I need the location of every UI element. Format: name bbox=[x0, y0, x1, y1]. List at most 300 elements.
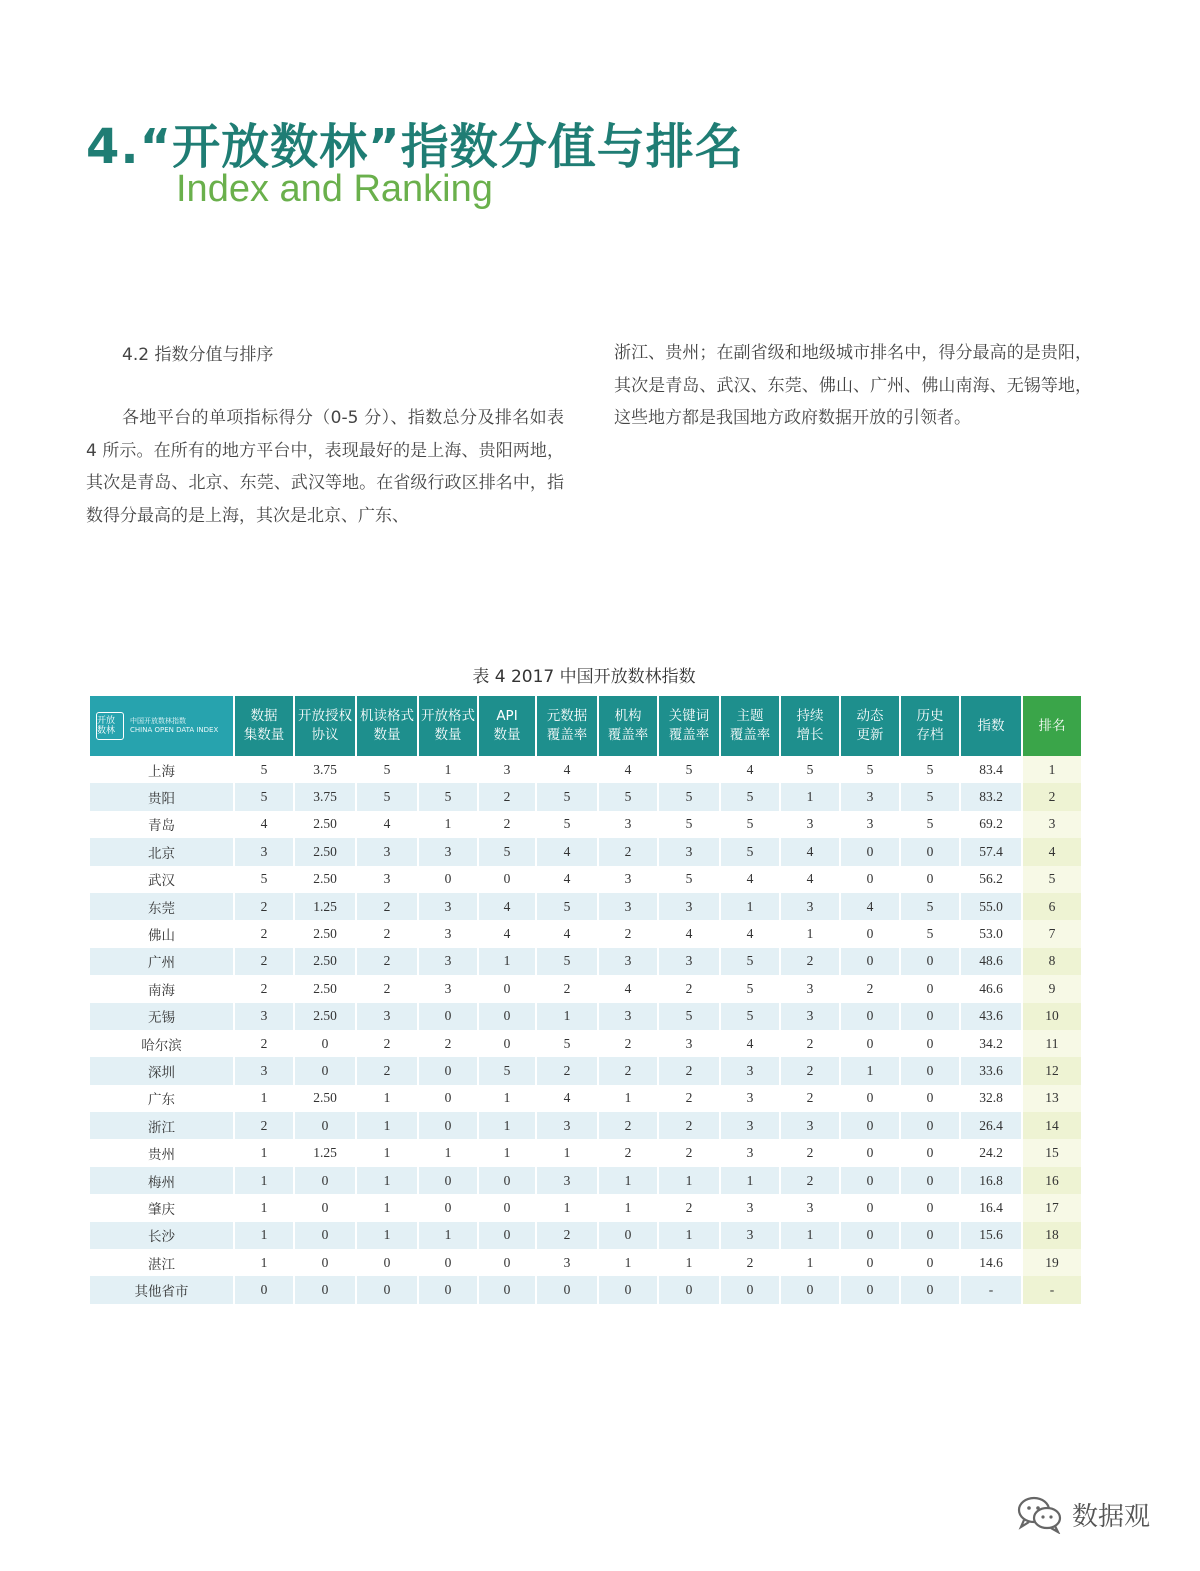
indicator-score-cell: 3 bbox=[418, 920, 478, 947]
indicator-score-cell: 2 bbox=[780, 1057, 840, 1084]
indicator-score-cell: 0 bbox=[294, 1194, 356, 1221]
indicator-score-cell: 4 bbox=[536, 866, 598, 893]
rank-cell: - bbox=[1022, 1276, 1082, 1303]
indicator-score-cell: 2 bbox=[356, 1057, 418, 1084]
indicator-score-cell: 3 bbox=[356, 866, 418, 893]
column-header-line: 数量 bbox=[493, 727, 521, 743]
indicator-score-cell: 4 bbox=[840, 893, 900, 920]
indicator-score-cell: 1 bbox=[598, 1249, 658, 1276]
table-row bbox=[90, 1112, 1082, 1139]
city-name-cell: 青岛 bbox=[90, 811, 234, 838]
table-row bbox=[90, 1222, 1082, 1249]
indicator-score-cell: 0 bbox=[294, 1030, 356, 1057]
column-header-line: 数量 bbox=[434, 727, 462, 743]
indicator-score-cell: 4 bbox=[780, 838, 840, 865]
table-row bbox=[90, 866, 1082, 893]
indicator-score-cell: 1.25 bbox=[294, 893, 356, 920]
table-row bbox=[90, 1057, 1082, 1084]
city-name-cell: 其他省市 bbox=[90, 1276, 234, 1303]
rank-cell: 15 bbox=[1022, 1139, 1082, 1166]
indicator-score-cell: 0 bbox=[478, 866, 536, 893]
indicator-score-cell: 1 bbox=[356, 1112, 418, 1139]
index-score-cell: 48.6 bbox=[960, 948, 1022, 975]
table-caption: 表 4 2017 中国开放数林指数 bbox=[472, 667, 696, 687]
column-header-line: 元数据 bbox=[546, 708, 588, 724]
indicator-score-cell: 2 bbox=[356, 975, 418, 1002]
indicator-score-cell: 5 bbox=[536, 811, 598, 838]
city-name-cell: 无锡 bbox=[90, 1003, 234, 1030]
indicator-score-cell: 4 bbox=[598, 975, 658, 1002]
indicator-score-cell: 1 bbox=[598, 1194, 658, 1221]
index-score-cell: 57.4 bbox=[960, 838, 1022, 865]
indicator-score-cell: 1 bbox=[780, 1222, 840, 1249]
indicator-score-cell: 2.50 bbox=[294, 1003, 356, 1030]
indicator-score-cell: 2 bbox=[418, 1030, 478, 1057]
column-header-line: 开放格式 bbox=[421, 708, 475, 724]
indicator-score-cell: 3 bbox=[234, 838, 294, 865]
indicator-score-cell: 0 bbox=[418, 1057, 478, 1084]
city-name-cell: 浙江 bbox=[90, 1112, 234, 1139]
indicator-score-cell: 1 bbox=[234, 1167, 294, 1194]
index-score-cell: 69.2 bbox=[960, 811, 1022, 838]
index-score-cell: 43.6 bbox=[960, 1003, 1022, 1030]
indicator-score-cell: 0 bbox=[840, 838, 900, 865]
column-header bbox=[418, 696, 478, 756]
indicator-score-cell: 3 bbox=[598, 1003, 658, 1030]
watermark-text: 数据观 bbox=[1072, 1501, 1151, 1532]
table-row bbox=[90, 811, 1082, 838]
city-name-cell: 上海 bbox=[90, 756, 234, 783]
indicator-score-cell: 1 bbox=[356, 1194, 418, 1221]
indicator-score-cell: 3 bbox=[658, 948, 720, 975]
indicator-score-cell: 3 bbox=[536, 1167, 598, 1194]
table-row bbox=[90, 1194, 1082, 1221]
index-table bbox=[90, 696, 1083, 1304]
indicator-score-cell: 0 bbox=[840, 1085, 900, 1112]
indicator-score-cell: 4 bbox=[536, 920, 598, 947]
city-name-cell: 武汉 bbox=[90, 866, 234, 893]
column-header bbox=[658, 696, 720, 756]
indicator-score-cell: 1 bbox=[418, 1139, 478, 1166]
indicator-score-cell: 1.25 bbox=[294, 1139, 356, 1166]
rank-cell: 6 bbox=[1022, 893, 1082, 920]
indicator-score-cell: 3 bbox=[598, 811, 658, 838]
city-name-cell: 贵阳 bbox=[90, 783, 234, 810]
indicator-score-cell: 3 bbox=[780, 1194, 840, 1221]
column-header-line: 关键词 bbox=[668, 708, 710, 724]
city-name-cell: 东莞 bbox=[90, 893, 234, 920]
indicator-score-cell: 0 bbox=[900, 1085, 960, 1112]
indicator-score-cell: 2 bbox=[658, 1139, 720, 1166]
indicator-score-cell: 2 bbox=[780, 1167, 840, 1194]
indicator-score-cell: 0 bbox=[294, 1276, 356, 1303]
city-name-cell: 北京 bbox=[90, 838, 234, 865]
indicator-score-cell: 5 bbox=[900, 811, 960, 838]
indicator-score-cell: 5 bbox=[720, 1003, 780, 1030]
index-score-cell: 83.2 bbox=[960, 783, 1022, 810]
indicator-score-cell: 2 bbox=[478, 783, 536, 810]
column-header-line: 持续 bbox=[796, 708, 824, 724]
indicator-score-cell: 2 bbox=[780, 1030, 840, 1057]
indicator-score-cell: 3 bbox=[598, 866, 658, 893]
indicator-score-cell: 5 bbox=[536, 783, 598, 810]
indicator-score-cell: 2 bbox=[356, 920, 418, 947]
indicator-score-cell: 5 bbox=[720, 975, 780, 1002]
indicator-score-cell: 3 bbox=[780, 975, 840, 1002]
column-header bbox=[900, 696, 960, 756]
indicator-score-cell: 0 bbox=[418, 1276, 478, 1303]
index-score-cell: 55.0 bbox=[960, 893, 1022, 920]
indicator-score-cell: 0 bbox=[900, 1003, 960, 1030]
column-header bbox=[960, 696, 1022, 756]
table-header-row bbox=[90, 696, 1082, 756]
table-row bbox=[90, 756, 1082, 783]
column-header bbox=[536, 696, 598, 756]
indicator-score-cell: 0 bbox=[478, 1194, 536, 1221]
index-score-cell: 34.2 bbox=[960, 1030, 1022, 1057]
indicator-score-cell: 3 bbox=[780, 811, 840, 838]
column-header bbox=[840, 696, 900, 756]
indicator-score-cell: 0 bbox=[418, 1167, 478, 1194]
indicator-score-cell: 0 bbox=[478, 975, 536, 1002]
indicator-score-cell: 2 bbox=[234, 1030, 294, 1057]
column-header-line: 覆盖率 bbox=[729, 727, 771, 743]
indicator-score-cell: 2 bbox=[356, 893, 418, 920]
indicator-score-cell: 0 bbox=[478, 1030, 536, 1057]
indicator-score-cell: 1 bbox=[658, 1222, 720, 1249]
city-name-cell: 南海 bbox=[90, 975, 234, 1002]
index-score-cell: 33.6 bbox=[960, 1057, 1022, 1084]
indicator-score-cell: 0 bbox=[900, 1194, 960, 1221]
indicator-score-cell: 0 bbox=[294, 1167, 356, 1194]
indicator-score-cell: 5 bbox=[840, 756, 900, 783]
indicator-score-cell: 1 bbox=[418, 756, 478, 783]
indicator-score-cell: 3 bbox=[356, 1003, 418, 1030]
indicator-score-cell: 2 bbox=[658, 975, 720, 1002]
indicator-score-cell: 3 bbox=[780, 1112, 840, 1139]
column-header-line: 历史 bbox=[916, 708, 944, 724]
indicator-score-cell: 5 bbox=[658, 1003, 720, 1030]
indicator-score-cell: 2 bbox=[598, 1057, 658, 1084]
city-name-cell: 哈尔滨 bbox=[90, 1030, 234, 1057]
column-header bbox=[294, 696, 356, 756]
indicator-score-cell: 0 bbox=[418, 1112, 478, 1139]
indicator-score-cell: 5 bbox=[234, 783, 294, 810]
indicator-score-cell: 5 bbox=[356, 756, 418, 783]
indicator-score-cell: 0 bbox=[840, 1249, 900, 1276]
indicator-score-cell: 2.50 bbox=[294, 811, 356, 838]
indicator-score-cell: 1 bbox=[234, 1085, 294, 1112]
index-score-cell: 16.4 bbox=[960, 1194, 1022, 1221]
indicator-score-cell: 1 bbox=[780, 920, 840, 947]
indicator-score-cell: 2 bbox=[234, 1112, 294, 1139]
indicator-score-cell: 3 bbox=[536, 1249, 598, 1276]
indicator-score-cell: 5 bbox=[900, 920, 960, 947]
indicator-score-cell: 0 bbox=[294, 1057, 356, 1084]
indicator-score-cell: 0 bbox=[780, 1276, 840, 1303]
indicator-score-cell: 5 bbox=[658, 756, 720, 783]
column-header-line: 增长 bbox=[796, 727, 824, 743]
indicator-score-cell: 0 bbox=[356, 1276, 418, 1303]
indicator-score-cell: 5 bbox=[658, 783, 720, 810]
indicator-score-cell: 1 bbox=[478, 948, 536, 975]
indicator-score-cell: 3 bbox=[720, 1139, 780, 1166]
table-row bbox=[90, 920, 1082, 947]
indicator-score-cell: 1 bbox=[478, 1085, 536, 1112]
indicator-score-cell: 2 bbox=[598, 920, 658, 947]
indicator-score-cell: 2.50 bbox=[294, 866, 356, 893]
logo-text bbox=[130, 717, 218, 735]
city-name-cell: 广东 bbox=[90, 1085, 234, 1112]
rank-cell: 2 bbox=[1022, 783, 1082, 810]
column-header-line: API bbox=[496, 708, 518, 724]
index-score-cell: 16.8 bbox=[960, 1167, 1022, 1194]
table-row bbox=[90, 1030, 1082, 1057]
rank-cell: 19 bbox=[1022, 1249, 1082, 1276]
rank-cell: 9 bbox=[1022, 975, 1082, 1002]
column-header-line: 覆盖率 bbox=[546, 727, 588, 743]
indicator-score-cell: 2 bbox=[840, 975, 900, 1002]
indicator-score-cell: 0 bbox=[418, 1003, 478, 1030]
column-header bbox=[1022, 696, 1082, 756]
indicator-score-cell: 2.50 bbox=[294, 838, 356, 865]
index-score-cell: 53.0 bbox=[960, 920, 1022, 947]
indicator-score-cell: 3 bbox=[234, 1057, 294, 1084]
column-header-line: 机读格式 bbox=[360, 708, 414, 724]
indicator-score-cell: 3 bbox=[234, 1003, 294, 1030]
indicator-score-cell: 3 bbox=[840, 783, 900, 810]
indicator-score-cell: 2 bbox=[536, 1057, 598, 1084]
indicator-score-cell: 5 bbox=[658, 811, 720, 838]
indicator-score-cell: 0 bbox=[900, 975, 960, 1002]
indicator-score-cell: 2 bbox=[234, 975, 294, 1002]
rank-cell: 16 bbox=[1022, 1167, 1082, 1194]
indicator-score-cell: 0 bbox=[478, 1167, 536, 1194]
indicator-score-cell: 5 bbox=[720, 811, 780, 838]
index-score-cell: 24.2 bbox=[960, 1139, 1022, 1166]
indicator-score-cell: 0 bbox=[840, 920, 900, 947]
city-name-cell: 湛江 bbox=[90, 1249, 234, 1276]
rank-cell: 5 bbox=[1022, 866, 1082, 893]
rank-cell: 12 bbox=[1022, 1057, 1082, 1084]
indicator-score-cell: 1 bbox=[780, 783, 840, 810]
column-header-line: 覆盖率 bbox=[668, 727, 710, 743]
text-column-right bbox=[614, 337, 1092, 435]
indicator-score-cell: 5 bbox=[234, 756, 294, 783]
indicator-score-cell: 3 bbox=[418, 893, 478, 920]
indicator-score-cell: 0 bbox=[840, 1167, 900, 1194]
indicator-score-cell: 3 bbox=[840, 811, 900, 838]
indicator-score-cell: 2.50 bbox=[294, 975, 356, 1002]
indicator-score-cell: 2 bbox=[720, 1249, 780, 1276]
city-name-cell: 深圳 bbox=[90, 1057, 234, 1084]
indicator-score-cell: 4 bbox=[536, 1085, 598, 1112]
text-column-left bbox=[86, 402, 564, 532]
indicator-score-cell: 4 bbox=[536, 756, 598, 783]
indicator-score-cell: 0 bbox=[900, 1222, 960, 1249]
indicator-score-cell: 4 bbox=[720, 1030, 780, 1057]
indicator-score-cell: 1 bbox=[234, 1139, 294, 1166]
column-header-line: 机构 bbox=[614, 708, 642, 724]
column-header bbox=[356, 696, 418, 756]
column-header-line: 主题 bbox=[736, 708, 764, 724]
indicator-score-cell: 0 bbox=[900, 838, 960, 865]
indicator-score-cell: 5 bbox=[658, 866, 720, 893]
column-header-line: 协议 bbox=[311, 727, 339, 743]
indicator-score-cell: 2.50 bbox=[294, 948, 356, 975]
rank-cell: 10 bbox=[1022, 1003, 1082, 1030]
indicator-score-cell: 0 bbox=[720, 1276, 780, 1303]
city-name-cell: 广州 bbox=[90, 948, 234, 975]
indicator-score-cell: 0 bbox=[294, 1222, 356, 1249]
indicator-score-cell: 0 bbox=[478, 1249, 536, 1276]
indicator-score-cell: 2 bbox=[234, 948, 294, 975]
indicator-score-cell: 3 bbox=[536, 1112, 598, 1139]
indicator-score-cell: 0 bbox=[418, 866, 478, 893]
indicator-score-cell: 5 bbox=[598, 783, 658, 810]
table-row bbox=[90, 1139, 1082, 1166]
indicator-score-cell: 0 bbox=[900, 1112, 960, 1139]
indicator-score-cell: 4 bbox=[658, 920, 720, 947]
indicator-score-cell: 1 bbox=[234, 1222, 294, 1249]
index-score-cell: 14.6 bbox=[960, 1249, 1022, 1276]
column-header bbox=[720, 696, 780, 756]
indicator-score-cell: 4 bbox=[720, 756, 780, 783]
indicator-score-cell: 0 bbox=[840, 866, 900, 893]
indicator-score-cell: 3 bbox=[658, 1030, 720, 1057]
indicator-score-cell: 2.50 bbox=[294, 1085, 356, 1112]
open-data-index-logo bbox=[96, 712, 227, 740]
paragraph-right: 浙江、贵州；在副省级和地级城市排名中，得分最高的是贵阳，其次是青岛、武汉、东莞、佛山、广州、佛山南海、无锡等地，这些地方都是我国地方政府数据开放的引领者。 bbox=[614, 343, 1092, 428]
column-header-line: 存档 bbox=[916, 727, 944, 743]
city-name-cell: 肇庆 bbox=[90, 1194, 234, 1221]
index-score-cell: 15.6 bbox=[960, 1222, 1022, 1249]
indicator-score-cell: 2 bbox=[234, 920, 294, 947]
table-row bbox=[90, 975, 1082, 1002]
indicator-score-cell: 3 bbox=[418, 838, 478, 865]
indicator-score-cell: 5 bbox=[720, 783, 780, 810]
indicator-score-cell: 3 bbox=[418, 948, 478, 975]
indicator-score-cell: 4 bbox=[356, 811, 418, 838]
indicator-score-cell: 0 bbox=[418, 1194, 478, 1221]
rank-cell: 1 bbox=[1022, 756, 1082, 783]
indicator-score-cell: 0 bbox=[658, 1276, 720, 1303]
index-score-cell: 46.6 bbox=[960, 975, 1022, 1002]
indicator-score-cell: 2 bbox=[780, 1085, 840, 1112]
rank-cell: 8 bbox=[1022, 948, 1082, 975]
table-row bbox=[90, 783, 1082, 810]
indicator-score-cell: 1 bbox=[536, 1139, 598, 1166]
table-row bbox=[90, 1085, 1082, 1112]
indicator-score-cell: 4 bbox=[598, 756, 658, 783]
table-row bbox=[90, 893, 1082, 920]
rank-cell: 13 bbox=[1022, 1085, 1082, 1112]
indicator-score-cell: 4 bbox=[478, 920, 536, 947]
indicator-score-cell: 5 bbox=[356, 783, 418, 810]
indicator-score-cell: 0 bbox=[900, 1030, 960, 1057]
indicator-score-cell: 5 bbox=[478, 838, 536, 865]
indicator-score-cell: 5 bbox=[720, 948, 780, 975]
indicator-score-cell: 1 bbox=[356, 1167, 418, 1194]
indicator-score-cell: 0 bbox=[840, 948, 900, 975]
logo-name-cn: 中国开放数林指数 bbox=[130, 717, 186, 725]
indicator-score-cell: 4 bbox=[536, 838, 598, 865]
table-logo-cell bbox=[90, 696, 234, 756]
indicator-score-cell: 5 bbox=[536, 1030, 598, 1057]
table-row bbox=[90, 1249, 1082, 1276]
indicator-score-cell: 4 bbox=[234, 811, 294, 838]
page-title: 4.“开放数林”指数分值与排名 bbox=[86, 119, 744, 175]
indicator-score-cell: 2 bbox=[234, 893, 294, 920]
rank-cell: 14 bbox=[1022, 1112, 1082, 1139]
indicator-score-cell: 1 bbox=[356, 1222, 418, 1249]
column-header-line: 指数 bbox=[977, 717, 1005, 734]
indicator-score-cell: 2 bbox=[598, 1112, 658, 1139]
section-heading: 4.2 指数分值与排序 bbox=[122, 345, 274, 365]
indicator-score-cell: 5 bbox=[478, 1057, 536, 1084]
indicator-score-cell: 0 bbox=[418, 1249, 478, 1276]
indicator-score-cell: 0 bbox=[840, 1139, 900, 1166]
indicator-score-cell: 1 bbox=[658, 1167, 720, 1194]
column-header-line: 数量 bbox=[373, 727, 401, 743]
indicator-score-cell: 3.75 bbox=[294, 756, 356, 783]
column-header bbox=[780, 696, 840, 756]
column-header-line: 排名 bbox=[1038, 717, 1066, 734]
indicator-score-cell: 1 bbox=[478, 1139, 536, 1166]
column-header-line: 数据 bbox=[250, 708, 278, 724]
indicator-score-cell: 3 bbox=[720, 1194, 780, 1221]
city-name-cell: 梅州 bbox=[90, 1167, 234, 1194]
indicator-score-cell: 1 bbox=[478, 1112, 536, 1139]
indicator-score-cell: 1 bbox=[418, 1222, 478, 1249]
city-name-cell: 佛山 bbox=[90, 920, 234, 947]
column-header-line: 集数量 bbox=[243, 727, 285, 743]
indicator-score-cell: 2 bbox=[658, 1112, 720, 1139]
indicator-score-cell: 2 bbox=[536, 1222, 598, 1249]
indicator-score-cell: 1 bbox=[840, 1057, 900, 1084]
indicator-score-cell: 4 bbox=[720, 866, 780, 893]
indicator-score-cell: 1 bbox=[598, 1085, 658, 1112]
indicator-score-cell: 3 bbox=[720, 1222, 780, 1249]
indicator-score-cell: 2 bbox=[598, 838, 658, 865]
indicator-score-cell: 0 bbox=[840, 1003, 900, 1030]
indicator-score-cell: 0 bbox=[900, 1167, 960, 1194]
rank-cell: 3 bbox=[1022, 811, 1082, 838]
indicator-score-cell: 3 bbox=[780, 893, 840, 920]
indicator-score-cell: 2 bbox=[598, 1030, 658, 1057]
column-header-line: 动态 bbox=[856, 708, 884, 724]
rank-cell: 18 bbox=[1022, 1222, 1082, 1249]
indicator-score-cell: 0 bbox=[900, 1139, 960, 1166]
indicator-score-cell: 3 bbox=[658, 893, 720, 920]
rank-cell: 11 bbox=[1022, 1030, 1082, 1057]
table-row bbox=[90, 838, 1082, 865]
indicator-score-cell: 3 bbox=[598, 948, 658, 975]
indicator-score-cell: 3 bbox=[720, 1112, 780, 1139]
indicator-score-cell: 0 bbox=[598, 1222, 658, 1249]
column-header bbox=[598, 696, 658, 756]
indicator-score-cell: 0 bbox=[294, 1112, 356, 1139]
indicator-score-cell: 1 bbox=[780, 1249, 840, 1276]
table-row bbox=[90, 1276, 1082, 1303]
index-score-cell: 32.8 bbox=[960, 1085, 1022, 1112]
indicator-score-cell: 1 bbox=[234, 1249, 294, 1276]
paragraph-left: 各地平台的单项指标得分（0-5 分）、指数总分及排名如表 4 所示。在所有的地方平台中，表现最好的是上海、贵阳两地，其次是青岛、北京、东莞、武汉等地。在省级行政区排名中，指数得分最高的是上海，其次是北京、广东、 bbox=[86, 408, 564, 526]
indicator-score-cell: 4 bbox=[780, 866, 840, 893]
indicator-score-cell: 5 bbox=[536, 893, 598, 920]
city-name-cell: 长沙 bbox=[90, 1222, 234, 1249]
indicator-score-cell: 0 bbox=[840, 1276, 900, 1303]
